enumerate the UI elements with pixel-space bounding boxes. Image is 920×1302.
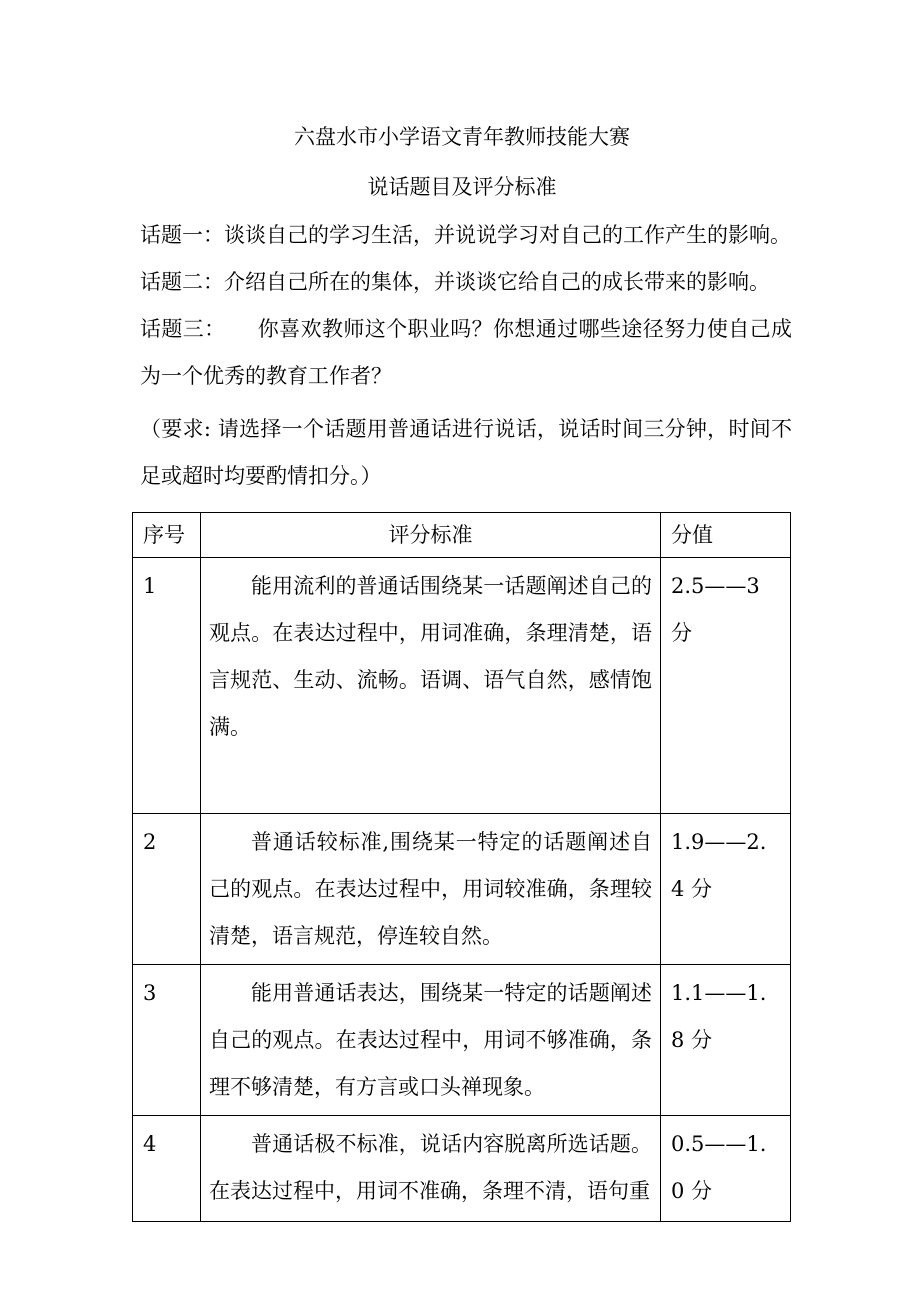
document-subtitle: 说话题目及评分标准 — [367, 175, 557, 199]
table-row — [133, 814, 791, 965]
row-criteria: 普通话较标准,围绕某一特定的话题阐述自己的观点。在表达过程中，用词较准确，条理较清楚，语言规范，停连较自然。 — [201, 814, 661, 965]
table-header-row — [133, 513, 791, 558]
scoring-table-header — [133, 513, 791, 558]
table-row — [133, 1116, 791, 1222]
row-score: 1.9——2.4 分 — [661, 814, 791, 965]
table-row — [133, 558, 791, 814]
paragraph-requirements: （要求: 请选择一个话题用普通话进行说话，说话时间三分钟，时间不足或超时均要酌情扣分。） — [140, 417, 792, 488]
paragraph-topic-3: 话题三： 你喜欢教师这个职业吗？你想通过哪些途径努力使自己成为一个优秀的教育工作者？ — [140, 317, 792, 388]
row-score: 0.5——1.0 分 — [661, 1116, 791, 1222]
row-number: 3 — [133, 965, 201, 1116]
row-criteria: 能用流利的普通话围绕某一话题阐述自己的观点。在表达过程中，用词准确，条理清楚，语言规范、生动、流畅。语调、语气自然，感情饱满。 — [201, 558, 661, 814]
scoring-table-body — [133, 558, 791, 1222]
column-header-no: 序号 — [133, 513, 201, 558]
row-number: 4 — [133, 1116, 201, 1222]
row-number: 1 — [133, 558, 201, 814]
row-score: 2.5——3 分 — [661, 558, 791, 814]
column-header-criteria: 评分标准 — [201, 513, 661, 558]
scoring-table — [132, 512, 791, 1222]
row-criteria: 能用普通话表达，围绕某一特定的话题阐述自己的观点。在表达过程中，用词不够准确，条理不够清楚，有方言或口头禅现象。 — [201, 965, 661, 1116]
table-row — [133, 965, 791, 1116]
document-content — [132, 112, 792, 1222]
paragraph-topic-2: 话题二：介绍自己所在的集体，并谈谈它给自己的成长带来的影响。 — [140, 270, 770, 294]
paragraph-topic-1: 话题一：谈谈自己的学习生活，并说说学习对自己的工作产生的影响。 — [140, 223, 791, 247]
row-score: 1.1——1.8 分 — [661, 965, 791, 1116]
row-criteria: 普通话极不标准，说话内容脱离所选话题。在表达过程中，用词不准确，条理不清，语句重 — [201, 1116, 661, 1222]
row-number: 2 — [133, 814, 201, 965]
document-title: 六盘水市小学语文青年教师技能大赛 — [294, 125, 630, 149]
column-header-score: 分值 — [661, 513, 791, 558]
